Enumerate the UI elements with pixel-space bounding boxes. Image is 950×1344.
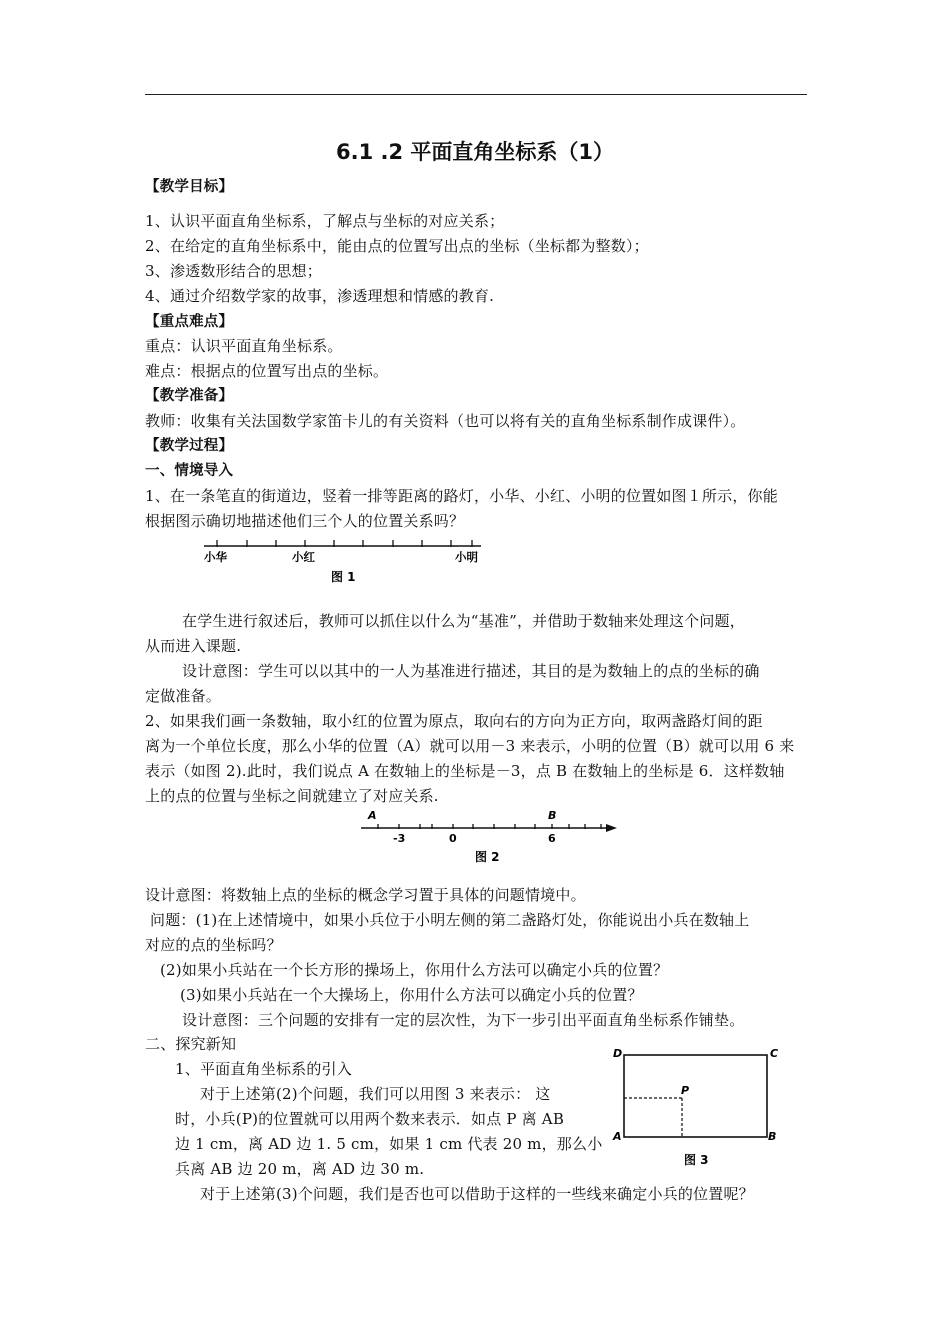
intro-line: 边 1 cm，离 AD 边 1. 5 cm，如果 1 cm 代表 20 m，那么小 [175,1135,603,1153]
heading-process: 【教学过程】 [145,438,234,454]
design-intent-line: 设计意图：三个问题的安排有一定的层次性，为下一步引出平面直角坐标系作铺垫。 [182,1011,745,1029]
design-intent-line: 设计意图：将数轴上点的坐标的概念学习置于具体的问题情境中。 [145,886,586,904]
paragraph-line: 从而进入课题. [145,637,242,655]
goal-item: 4、通过介绍数学家的故事，渗透理想和情感的教育. [145,287,495,305]
question2-line: 表示（如图 2).此时，我们说点 A 在数轴上的坐标是－3，点 B 在数轴上的坐标是 6．这样数轴 [145,762,785,780]
question-line: (3)如果小兵站在一个大操场上，你用什么方法可以确定小兵的位置？ [180,986,643,1004]
fig2-tick-6: 6 [548,832,556,845]
question-line: 问题：(1)在上述情境中，如果小兵位于小明左侧的第二盏路灯处，你能说出小兵在数轴上 [150,911,750,929]
fig1-label-xiaohua: 小华 [204,550,227,564]
goal-item: 1、认识平面直角坐标系，了解点与坐标的对应关系； [145,212,505,230]
question-line: 对应的点的坐标吗？ [145,936,282,954]
question-line: (2)如果小兵站在一个长方形的操场上，你用什么方法可以确定小兵的位置？ [160,961,669,979]
closing-question-line: 对于上述第(3)个问题，我们是否也可以借助于这样的一些线来确定小兵的位置呢？ [200,1185,754,1203]
fig2-tick-minus3: -3 [393,832,406,845]
key-point-text: 重点：认识平面直角坐标系。 [145,337,343,355]
question2-line: 上的点的位置与坐标之间就建立了对应关系. [145,787,439,805]
figure-1 [200,534,490,588]
question2-line: 2、如果我们画一条数轴，取小红的位置为原点，取向右的方向为正方向，取两盏路灯间的距 [145,712,763,730]
fig2-label-a: A [368,809,377,822]
subsection-heading: 1、平面直角坐标系的引入 [175,1060,352,1078]
figure-2 [355,806,625,868]
fig3-label-d: D [613,1047,623,1060]
goal-item: 2、在给定的直角坐标系中，能由点的位置写出点的坐标（坐标都为整数）； [145,237,649,255]
design-intent-line: 定做准备。 [145,687,222,705]
part2-heading: 二、探究新知 [145,1035,237,1053]
heading-goals: 【教学目标】 [145,179,234,195]
question1-line: 1、在一条笔直的街道边，竖着一排等距离的路灯，小华、小红、小明的位置如图１所示，你能 [145,487,778,505]
fig2-label-b: B [548,809,557,822]
goal-item: 3、渗透数形结合的思想； [145,262,322,280]
intro-line: 时，小兵(P)的位置就可以用两个数来表示．如点 P 离 AB [175,1110,565,1128]
fig3-label-c: C [770,1047,779,1060]
fig1-label-xiaoming: 小明 [455,550,478,564]
question1-line: 根据图示确切地描述他们三个人的位置关系吗？ [145,512,465,530]
intro-line: 对于上述第(2)个问题，我们可以用图 3 来表示： 这 [200,1085,551,1103]
heading-preparation: 【教学准备】 [145,388,234,404]
fig3-label-b: B [768,1130,777,1143]
fig3-label-a: A [613,1130,622,1143]
figure-3 [608,1043,793,1173]
fig1-label-xiaohong: 小红 [292,550,315,564]
fig3-label-p: P [681,1084,690,1097]
part1-heading: 一、情境导入 [145,463,234,479]
preparation-text: 教师：收集有关法国数学家笛卡儿的有关资料（也可以将有关的直角坐标系制作成课件）。 [145,412,746,430]
page-title: 6.1 .2 平面直角坐标系（1） [335,140,615,164]
question2-line: 离为一个单位长度，那么小华的位置（A）就可以用－3 来表示，小明的位置（B）就可以用 6 来 [145,737,795,755]
intro-line: 兵离 AB 边 20 m，离 AD 边 30 m. [175,1160,425,1178]
difficulty-text: 难点：根据点的位置写出点的坐标。 [145,362,389,380]
fig3-caption: 图 3 [684,1153,709,1167]
fig1-caption: 图 1 [331,570,356,584]
design-intent-line: 设计意图：学生可以以其中的一人为基准进行描述，其目的是为数轴上的点的坐标的确 [182,662,760,680]
header-rule [145,94,807,95]
paragraph-line: 在学生进行叙述后，教师可以抓住以什么为“基准”，并借助于数轴来处理这个问题， [182,612,745,630]
heading-key-points: 【重点难点】 [145,314,234,330]
fig2-caption: 图 2 [475,850,500,864]
fig2-tick-0: 0 [449,832,457,845]
